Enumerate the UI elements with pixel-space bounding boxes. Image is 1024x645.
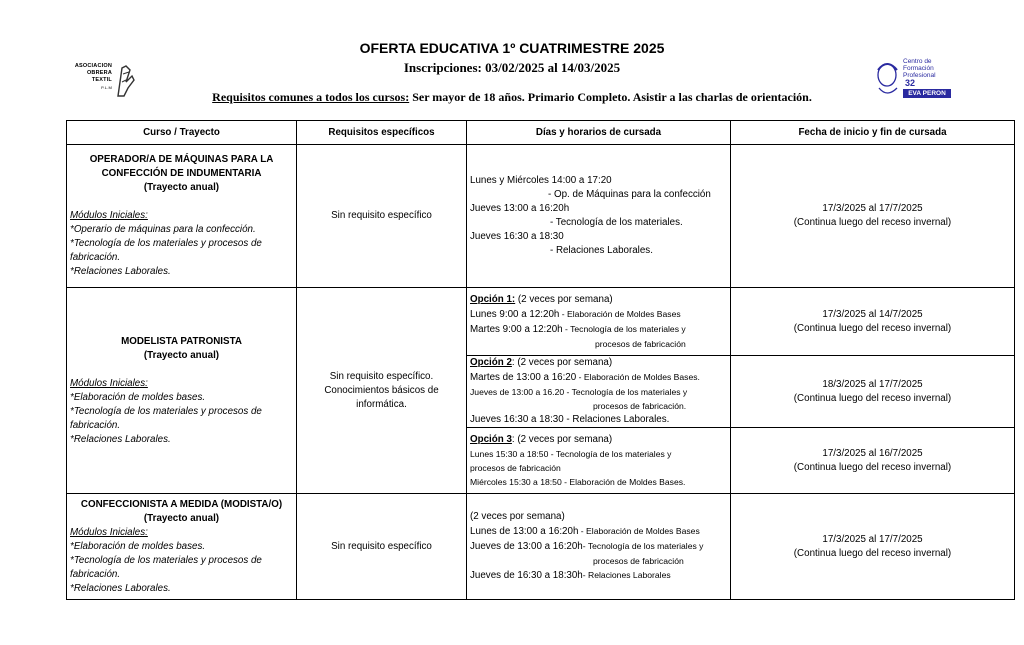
course-type: (Trayecto anual) [143,182,220,193]
logo-left-line: TEXTIL [91,77,112,83]
module-item: *Relaciones Laborales. [70,433,171,445]
logo-right-line: Centro de [903,58,932,65]
date-cell [731,428,1015,494]
schedule-line: Miércoles 15:30 a 18:50 - Elaboración de Moldes Bases. [470,476,686,487]
module-item: *Elaboración de moldes bases. [70,540,206,552]
schedule-line [470,356,727,370]
schedule-line [470,322,727,337]
module-item: *Tecnología de los materiales y procesos de fabricación. [70,554,262,580]
option-label: Opción 1: [470,293,516,305]
date-note: (Continua luego del receso invernal) [793,217,952,228]
schedule-module: - Elaboración de Moldes Bases [578,526,700,536]
course-title: OPERADOR/A DE MÁQUINAS PARA LA CONFECCIÓN DE INDUMENTARIA [89,154,274,179]
date-note: (Continua luego del receso invernal) [793,322,952,334]
option-label: Opción 3 [470,433,512,445]
schedule-module: - Relaciones Laborales. [563,414,670,425]
schedule-line [470,433,727,447]
option-frequency: : (2 veces por semana) [511,357,613,368]
table-header-row [67,121,1015,145]
page-title: OFERTA EDUCATIVA 1º CUATRIMESTRE 2025 [359,40,665,56]
schedule-cell [467,288,731,356]
column-header: Curso / Trayecto [67,121,297,145]
modules-header: Módulos Iniciales: [70,377,148,389]
schedule-line: Jueves de 13:00 a 16.20 - Tecnología de los materiales y [470,387,688,397]
schedule-module: - Tecnología de los materiales y [562,323,686,334]
schedule-time: Jueves de 13:00 a 16:20h [470,541,583,552]
schedule-line: procesos de fabricación. [593,401,687,411]
schedule-line: procesos de fabricación [593,556,684,566]
logo-left-sub: P.L.M [101,85,112,90]
modules-header: Módulos Iniciales: [70,526,148,538]
table-row [67,145,1015,288]
requirement-cell: Sin requisito específico. Conocimientos básicos de informática. [297,288,467,494]
schedule-line [470,568,727,583]
module-item: *Tecnología de los materiales y procesos de fabricación. [70,405,262,431]
option-label: Opción 2 [470,357,512,368]
column-header: Días y horarios de cursada [467,121,731,145]
schedule-cell [467,494,731,600]
module-item: *Operario de máquinas para la confección. [70,224,256,235]
date-note: (Continua luego del receso invernal) [793,461,952,473]
schedule-module: - Relaciones Laborales [582,570,671,580]
schedule-line: Lunes 15:30 a 18:50 - Tecnología de los materiales y [470,448,672,459]
logo-right-number: 32 [905,78,916,88]
schedule-time: Martes de 13:00 a 16:20 [470,372,577,383]
schedule-time: Jueves 16:30 a 18:30 [470,414,564,425]
schedule-line: Lunes y Miércoles 14:00 a 17:20 [470,175,612,186]
course-cell [67,494,297,600]
schedule-line: - Relaciones Laborales. [550,245,653,256]
requirement-cell: Sin requisito específico [297,145,467,288]
schedule-line: Jueves 13:00 a 16:20h [470,203,570,214]
schedule-line: - Tecnología de los materiales. [550,217,683,228]
schedule-line: Jueves 16:30 a 18:30 [470,231,564,242]
schedule-cell [467,145,731,288]
logo-left-line: OBRERA [86,70,112,76]
common-requirements-label: Requisitos comunes a todos los cursos: [212,90,410,104]
schedule-line: procesos de fabricación [595,338,686,349]
courses-table [66,120,1015,600]
course-cell [67,288,297,494]
course-type: (Trayecto anual) [143,512,220,524]
common-requirements-text: Ser mayor de 18 años. Primario Completo. Asistir a las charlas de orientación. [409,90,812,104]
schedule-line: - Op. de Máquinas para la confección [548,189,711,200]
course-title: MODELISTA PATRONISTA [121,335,242,347]
course-cell [67,145,297,288]
date-note: (Continua luego del receso invernal) [793,392,952,404]
date-cell [731,356,1015,428]
schedule-module: - Elaboración de Moldes Bases [559,308,681,319]
course-title: CONFECCIONISTA A MEDIDA (MODISTA/O) [80,498,283,510]
schedule-cell [467,428,731,494]
option-frequency: : (2 veces por semana) [511,433,613,445]
logo-right-line: Formación [903,65,934,72]
column-header: Requisitos específicos [297,121,467,145]
schedule-line [470,413,727,427]
schedule-time: Lunes 9:00 a 12:20h [470,308,560,320]
schedule-line [470,370,727,385]
schedule-line: procesos de fabricación [470,462,561,473]
date-cell [731,494,1015,600]
schedule-time: Martes 9:00 a 12:20h [470,323,563,335]
schedule-line [470,524,727,539]
schedule-line [470,293,727,307]
column-header: Fecha de inicio y fin de cursada [731,121,1015,145]
date-range: 17/3/2025 al 14/7/2025 [822,308,923,320]
date-range: 18/3/2025 al 17/7/2025 [822,378,923,390]
module-item: *Relaciones Laborales. [70,582,171,594]
date-cell [731,288,1015,356]
schedule-cell [467,356,731,428]
course-type: (Trayecto anual) [143,349,220,361]
schedule-module: - Tecnología de los materiales y [582,541,704,551]
module-item: *Tecnología de los materiales y procesos de fabricación. [70,238,262,263]
date-range: 17/3/2025 al 17/7/2025 [822,203,923,214]
date-cell [731,145,1015,288]
logo-right-bar: EVA PERON [903,89,951,98]
module-item: *Elaboración de moldes bases. [70,391,206,403]
table-row [67,288,1015,356]
registration-dates: Inscripciones: 03/02/2025 al 14/03/2025 [403,60,621,75]
schedule-time: Lunes de 13:00 a 16:20h [470,526,579,537]
table-row [67,494,1015,600]
module-item: *Relaciones Laborales. [70,266,171,277]
date-note: (Continua luego del receso invernal) [793,547,952,559]
schedule-module: - Elaboración de Moldes Bases. [576,372,700,382]
schedule-line [470,307,727,322]
schedule-time: Jueves de 16:30 a 18:30h [470,570,583,581]
schedule-line [470,539,727,554]
schedule-line: (2 veces por semana) [470,511,565,522]
date-range: 17/3/2025 al 16/7/2025 [822,447,923,459]
logo-right-line: Profesional [903,72,936,79]
date-range: 17/3/2025 al 17/7/2025 [822,533,923,545]
logo-left-line: ASOCIACION [74,63,112,69]
common-requirements [0,90,1024,105]
option-frequency: (2 veces por semana) [515,293,613,305]
modules-header: Módulos Iniciales: [70,210,148,221]
requirement-cell: Sin requisito específico [297,494,467,600]
